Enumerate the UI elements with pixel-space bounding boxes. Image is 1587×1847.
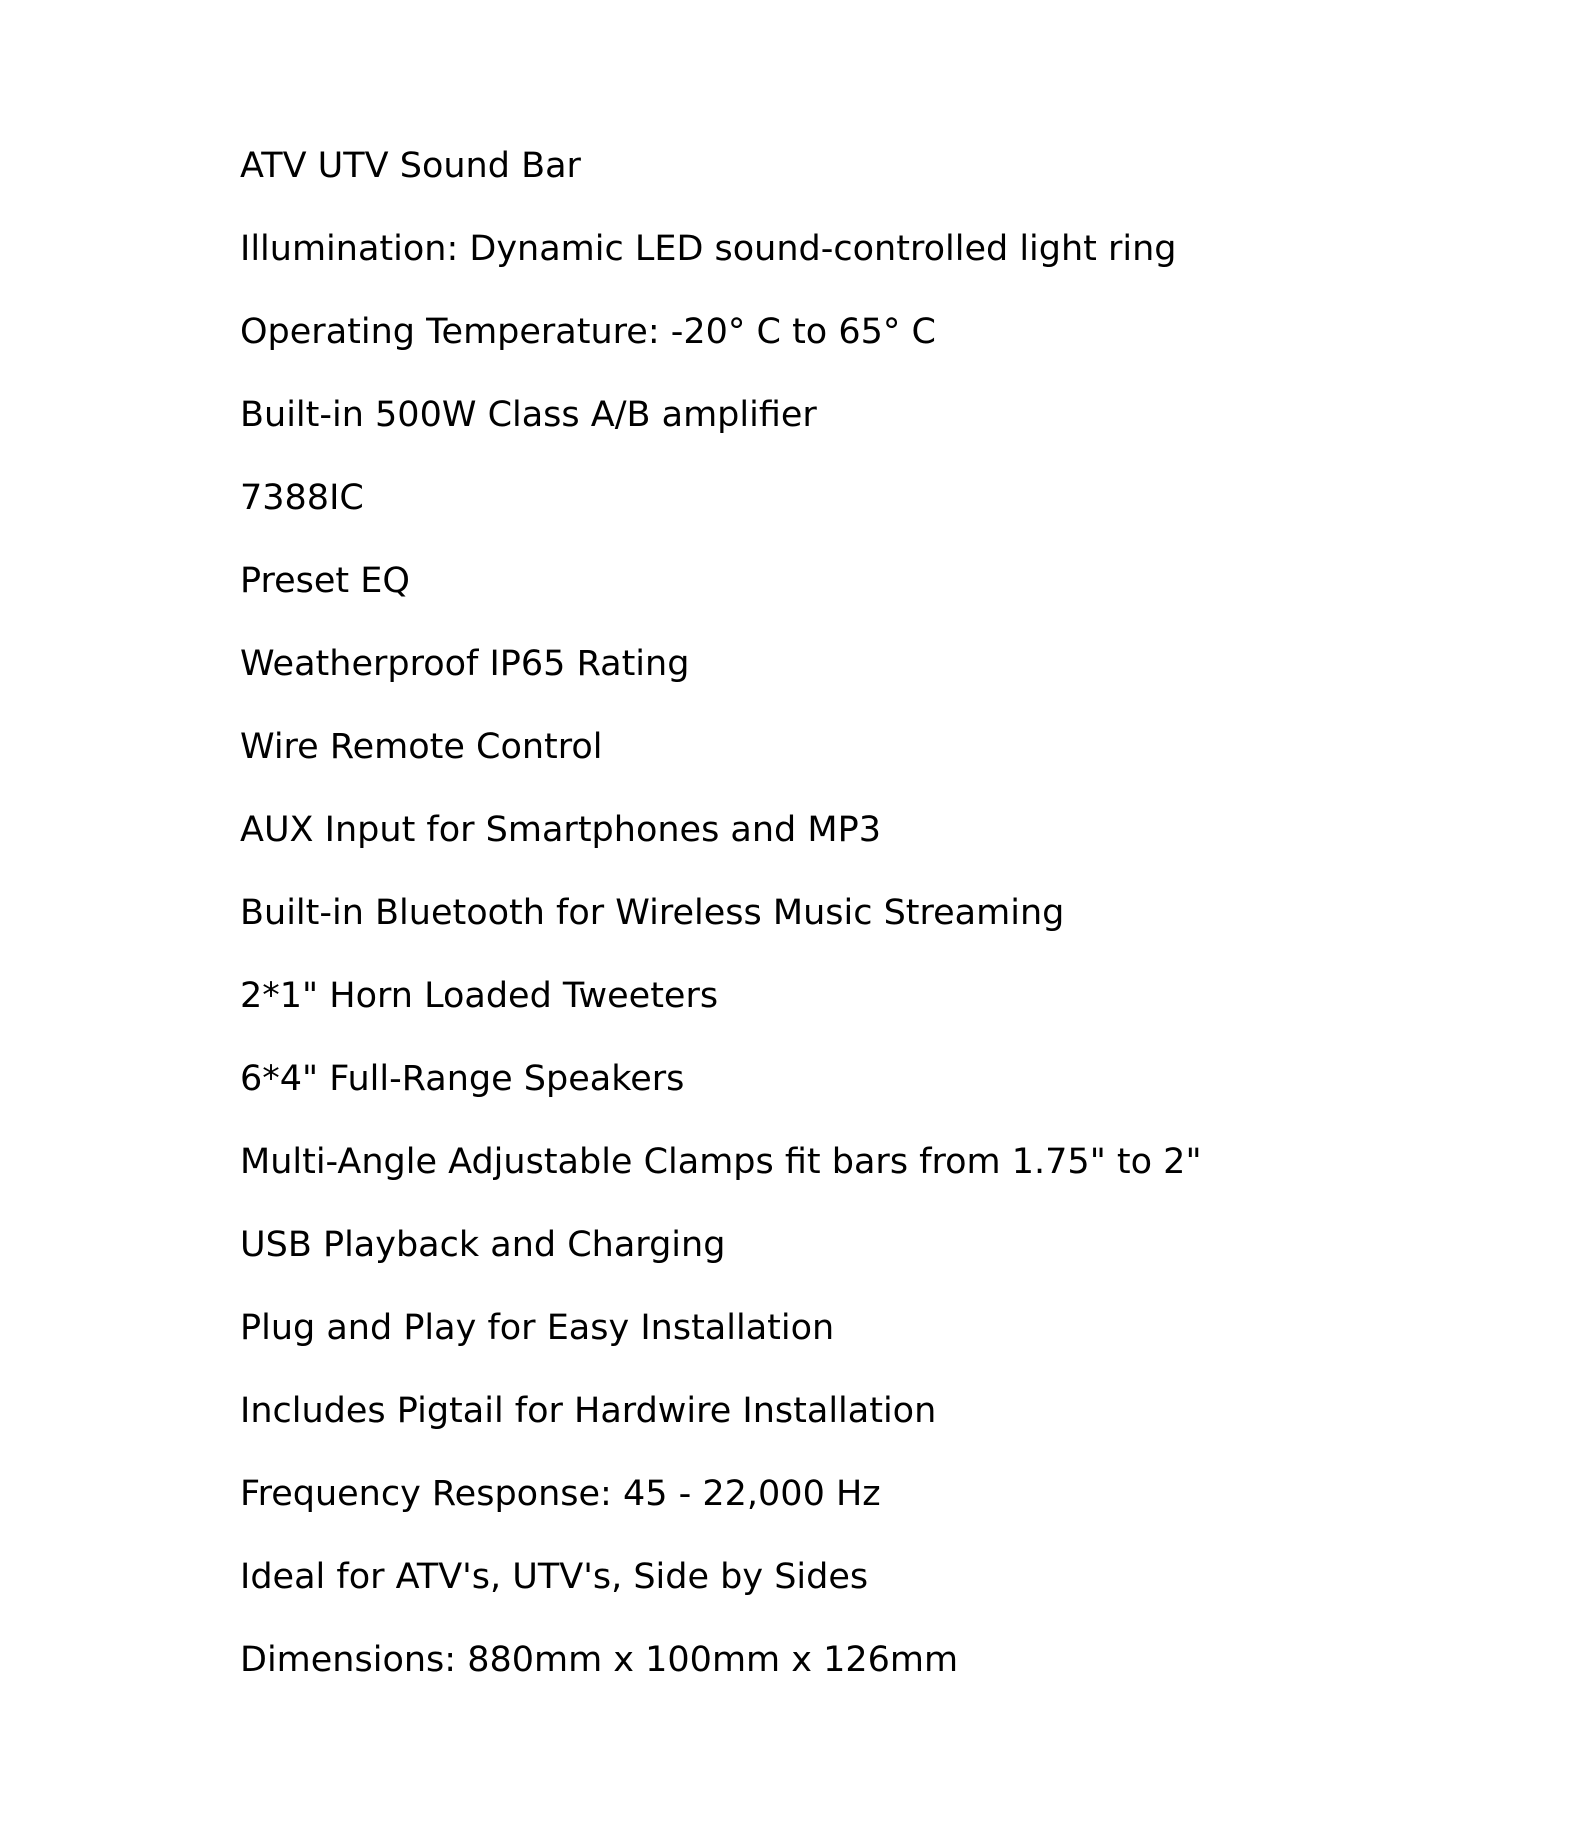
spec-list	[240, 146, 1202, 1723]
spec-line-operating-temperature: Operating Temperature: -20° C to 65° C	[240, 312, 936, 352]
spec-line-frequency-response: Frequency Response: 45 - 22,000 Hz	[240, 1474, 881, 1514]
spec-line-pigtail: Includes Pigtail for Hardwire Installation	[240, 1391, 937, 1431]
spec-line-ic: 7388IC	[240, 478, 364, 518]
spec-line-weatherproof: Weatherproof IP65 Rating	[240, 644, 690, 684]
spec-line-ideal-for: Ideal for ATV's, UTV's, Side by Sides	[240, 1557, 869, 1597]
spec-line-wire-remote: Wire Remote Control	[240, 727, 603, 767]
spec-line-title: ATV UTV Sound Bar	[240, 146, 581, 186]
spec-line-dimensions: Dimensions: 880mm x 100mm x 126mm	[240, 1640, 959, 1680]
spec-line-bluetooth: Built-in Bluetooth for Wireless Music Streaming	[240, 893, 1065, 933]
spec-line-tweeters: 2*1" Horn Loaded Tweeters	[240, 976, 719, 1016]
spec-line-clamps: Multi-Angle Adjustable Clamps fit bars from 1.75" to 2"	[240, 1142, 1202, 1182]
spec-line-usb: USB Playback and Charging	[240, 1225, 726, 1265]
spec-line-illumination: Illumination: Dynamic LED sound-controlled light ring	[240, 229, 1177, 269]
spec-line-preset-eq: Preset EQ	[240, 561, 410, 601]
spec-line-amplifier: Built-in 500W Class A/B amplifier	[240, 395, 817, 435]
spec-line-aux-input: AUX Input for Smartphones and MP3	[240, 810, 881, 850]
spec-line-speakers: 6*4" Full-Range Speakers	[240, 1059, 685, 1099]
spec-line-plug-and-play: Plug and Play for Easy Installation	[240, 1308, 835, 1348]
